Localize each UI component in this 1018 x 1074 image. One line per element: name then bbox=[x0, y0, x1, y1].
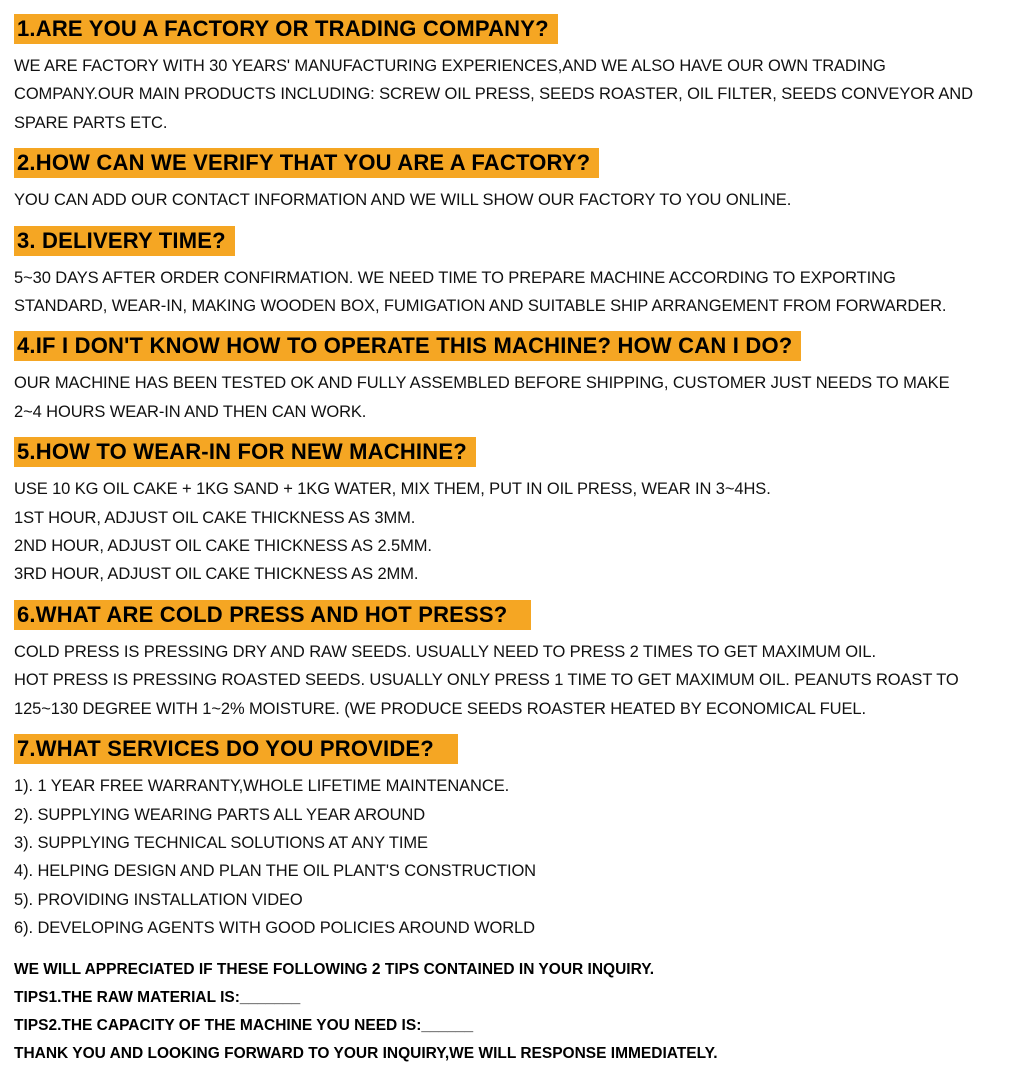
inquiry-tips bbox=[14, 956, 1018, 1069]
faq-answer-line: 4). HELPING DESIGN AND PLAN THE OIL PLANT'S CONSTRUCTION bbox=[14, 862, 536, 881]
faq-question-heading: 3. DELIVERY TIME? bbox=[14, 226, 235, 256]
faq-answer-line: 3RD HOUR, ADJUST OIL CAKE THICKNESS AS 2MM. bbox=[14, 565, 419, 584]
faq-answer-line: USE 10 KG OIL CAKE + 1KG SAND + 1KG WATER, MIX THEM, PUT IN OIL PRESS, WEAR IN 3~4HS. bbox=[14, 480, 771, 499]
faq-section-7 bbox=[14, 723, 1018, 942]
inquiry-tip-line: WE WILL APPRECIATED IF THESE FOLLOWING 2 TIPS CONTAINED IN YOUR INQUIRY. bbox=[14, 960, 655, 978]
inquiry-tip-line: TIPS2.THE CAPACITY OF THE MACHINE YOU NEED IS:______ bbox=[14, 1017, 474, 1035]
faq-section-2 bbox=[14, 137, 1018, 214]
faq-question-row bbox=[14, 426, 1018, 475]
faq-answer-line: 125~130 DEGREE WITH 1~2% MOISTURE. (WE PRODUCE SEEDS ROASTER HEATED BY ECONOMICAL FUEL. bbox=[14, 699, 866, 718]
faq-answer-line: 3). SUPPLYING TECHNICAL SOLUTIONS AT ANY TIME bbox=[14, 833, 428, 852]
faq-section-3 bbox=[14, 215, 1018, 321]
faq-answer-line: 1ST HOUR, ADJUST OIL CAKE THICKNESS AS 3MM. bbox=[14, 508, 416, 527]
faq-section-5 bbox=[14, 426, 1018, 589]
faq-answer-line: 6). DEVELOPING AGENTS WITH GOOD POLICIES AROUND WORLD bbox=[14, 919, 535, 938]
faq-question-row bbox=[14, 14, 1018, 52]
faq-question-row bbox=[14, 723, 1018, 772]
faq-answer-line: HOT PRESS IS PRESSING ROASTED SEEDS. USUALLY ONLY PRESS 1 TIME TO GET MAXIMUM OIL. PEANUTS ROAST TO bbox=[14, 671, 959, 690]
faq-answer-line: STANDARD, WEAR-IN, MAKING WOODEN BOX, FUMIGATION AND SUITABLE SHIP ARRANGEMENT FROM FORWARDER. bbox=[14, 297, 947, 316]
faq-question-heading: 5.HOW TO WEAR-IN FOR NEW MACHINE? bbox=[14, 437, 476, 467]
faq-question-heading: 7.WHAT SERVICES DO YOU PROVIDE? bbox=[14, 734, 458, 764]
faq-answer-line: OUR MACHINE HAS BEEN TESTED OK AND FULLY ASSEMBLED BEFORE SHIPPING, CUSTOMER JUST NEEDS TO MAKE bbox=[14, 374, 950, 393]
faq-section-1 bbox=[14, 14, 1018, 137]
faq-section-4 bbox=[14, 320, 1018, 426]
faq-question-row bbox=[14, 320, 1018, 369]
inquiry-tip-line: THANK YOU AND LOOKING FORWARD TO YOUR INQUIRY,WE WILL RESPONSE IMMEDIATELY. bbox=[14, 1045, 718, 1063]
faq-answer-line: WE ARE FACTORY WITH 30 YEARS' MANUFACTURING EXPERIENCES,AND WE ALSO HAVE OUR OWN TRADING bbox=[14, 57, 886, 75]
faq-question-row bbox=[14, 589, 1018, 638]
faq-question-heading: 2.HOW CAN WE VERIFY THAT YOU ARE A FACTORY? bbox=[14, 148, 599, 178]
faq-question-row bbox=[14, 215, 1018, 264]
faq-answer-line: 1). 1 YEAR FREE WARRANTY,WHOLE LIFETIME MAINTENANCE. bbox=[14, 777, 510, 796]
faq-question-row bbox=[14, 137, 1018, 186]
faq-answer-line: 5). PROVIDING INSTALLATION VIDEO bbox=[14, 890, 303, 909]
faq-answer-line: COLD PRESS IS PRESSING DRY AND RAW SEEDS. USUALLY NEED TO PRESS 2 TIMES TO GET MAXIMUM OIL. bbox=[14, 642, 876, 661]
faq-answer-line: SPARE PARTS ETC. bbox=[14, 113, 168, 132]
faq-answer-line: 2ND HOUR, ADJUST OIL CAKE THICKNESS AS 2.5MM. bbox=[14, 537, 432, 556]
faq-answer-line: YOU CAN ADD OUR CONTACT INFORMATION AND WE WILL SHOW OUR FACTORY TO YOU ONLINE. bbox=[14, 191, 792, 210]
faq-answer-line: 5~30 DAYS AFTER ORDER CONFIRMATION. WE NEED TIME TO PREPARE MACHINE ACCORDING TO EXPORTING bbox=[14, 268, 896, 287]
faq-answer-line: COMPANY.OUR MAIN PRODUCTS INCLUDING: SCREW OIL PRESS, SEEDS ROASTER, OIL FILTER, SEEDS CONVEYOR AND bbox=[14, 85, 973, 104]
faq-answer-line: 2~4 HOURS WEAR-IN AND THEN CAN WORK. bbox=[14, 402, 367, 421]
faq-answer-line: 2). SUPPLYING WEARING PARTS ALL YEAR AROUND bbox=[14, 805, 426, 824]
faq-question-heading: 6.WHAT ARE COLD PRESS AND HOT PRESS? bbox=[14, 600, 531, 630]
faq-question-heading: 1.ARE YOU A FACTORY OR TRADING COMPANY? bbox=[14, 14, 558, 44]
inquiry-tip-line: TIPS1.THE RAW MATERIAL IS:_______ bbox=[14, 988, 301, 1006]
faq-question-heading: 4.IF I DON'T KNOW HOW TO OPERATE THIS MACHINE? HOW CAN I DO? bbox=[14, 331, 801, 361]
faq-section-6 bbox=[14, 589, 1018, 723]
